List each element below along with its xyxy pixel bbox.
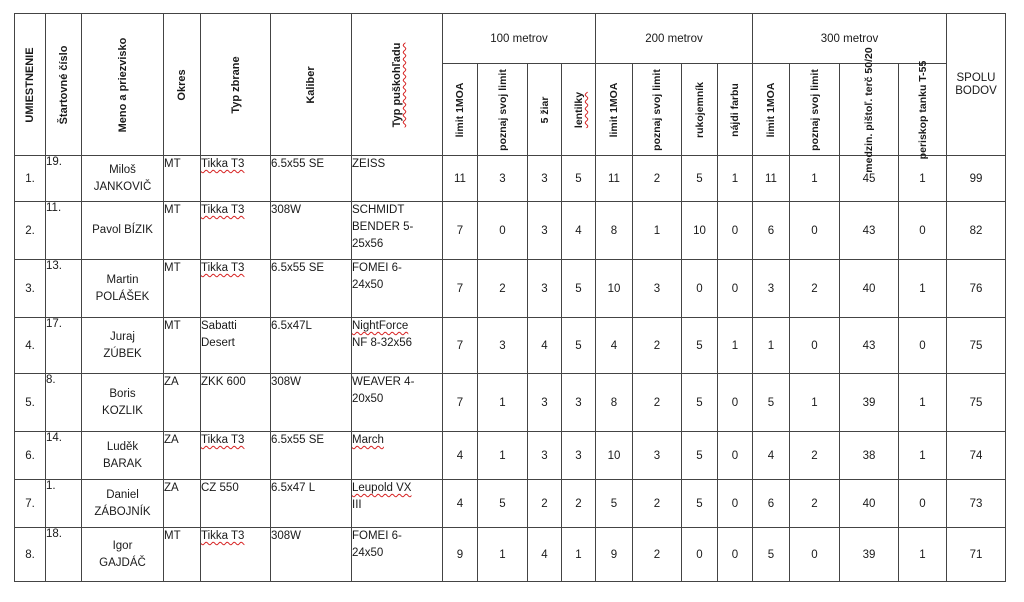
score-cell: 2 <box>633 156 682 202</box>
header-300m-pistol-target: medzin. pištoľ. terč 50/20 <box>840 64 899 156</box>
score-cell: 0 <box>899 202 947 260</box>
score-cell: 0 <box>682 528 718 582</box>
score-cell: 4 <box>753 432 790 480</box>
caliber-cell: 6.5x47 L <box>271 480 352 528</box>
score-cell: 1 <box>478 528 528 582</box>
score-cell: 4 <box>443 480 478 528</box>
weapon-cell: Tikka T3 <box>201 156 271 202</box>
score-cell: 5 <box>478 480 528 528</box>
district-cell: MT <box>164 318 201 374</box>
start-number-cell: 19. <box>46 156 82 202</box>
table-row <box>15 260 1006 318</box>
score-cell: 1 <box>899 374 947 432</box>
caliber-cell: 308W <box>271 374 352 432</box>
score-cell: 11 <box>443 156 478 202</box>
score-cell: 0 <box>718 260 753 318</box>
score-cell: 9 <box>443 528 478 582</box>
score-cell: 1 <box>790 374 840 432</box>
score-cell: 0 <box>899 318 947 374</box>
competitor-name-cell: Daniel ZÁBOJNÍK <box>82 480 164 528</box>
caliber-cell: 308W <box>271 202 352 260</box>
score-cell: 7 <box>443 202 478 260</box>
score-cell: 3 <box>528 374 562 432</box>
score-cell: 2 <box>790 260 840 318</box>
score-cell: 4 <box>562 202 596 260</box>
score-cell: 5 <box>753 528 790 582</box>
score-cell: 39 <box>840 374 899 432</box>
score-cell: 3 <box>562 432 596 480</box>
scope-cell: FOMEI 6- 24x50 <box>352 528 443 582</box>
score-cell: 11 <box>753 156 790 202</box>
placement-cell: 8. <box>15 528 46 582</box>
caliber-cell: 6.5x55 SE <box>271 156 352 202</box>
start-number-cell: 18. <box>46 528 82 582</box>
placement-cell: 4. <box>15 318 46 374</box>
score-cell: 6 <box>753 202 790 260</box>
header-200m-poznaj-svoj-limit: poznaj svoj limit <box>633 64 682 156</box>
competitor-name-cell: Igor GAJDÁČ <box>82 528 164 582</box>
total-points-cell: 82 <box>947 202 1006 260</box>
scope-cell: WEAVER 4- 20x50 <box>352 374 443 432</box>
placement-cell: 6. <box>15 432 46 480</box>
score-cell: 4 <box>596 318 633 374</box>
score-cell: 2 <box>633 374 682 432</box>
score-cell: 43 <box>840 202 899 260</box>
score-cell: 2 <box>528 480 562 528</box>
score-cell: 5 <box>562 156 596 202</box>
score-cell: 4 <box>528 318 562 374</box>
table-row <box>15 318 1006 374</box>
weapon-cell: Tikka T3 <box>201 202 271 260</box>
score-cell: 2 <box>790 432 840 480</box>
competitor-name-cell: Miloš JANKOVIČ <box>82 156 164 202</box>
district-cell: ZA <box>164 432 201 480</box>
competitor-name-cell: Boris KOZLIK <box>82 374 164 432</box>
caliber-cell: 308W <box>271 528 352 582</box>
score-cell: 1 <box>633 202 682 260</box>
score-cell: 8 <box>596 374 633 432</box>
placement-cell: 3. <box>15 260 46 318</box>
total-points-cell: 99 <box>947 156 1006 202</box>
weapon-cell: Tikka T3 <box>201 528 271 582</box>
score-cell: 10 <box>682 202 718 260</box>
score-cell: 5 <box>562 318 596 374</box>
score-cell: 1 <box>899 156 947 202</box>
scope-cell: SCHMIDT BENDER 5- 25x56 <box>352 202 443 260</box>
competitor-name-cell: Luděk BARAK <box>82 432 164 480</box>
score-cell: 4 <box>528 528 562 582</box>
score-cell: 3 <box>562 374 596 432</box>
score-cell: 5 <box>682 156 718 202</box>
score-cell: 6 <box>753 480 790 528</box>
score-cell: 1 <box>899 528 947 582</box>
header-group-300m: 300 metrov <box>753 14 947 64</box>
score-cell: 1 <box>478 374 528 432</box>
score-cell: 10 <box>596 260 633 318</box>
score-cell: 39 <box>840 528 899 582</box>
header-scope: Typ puškohľadu <box>352 14 443 156</box>
score-cell: 38 <box>840 432 899 480</box>
placement-cell: 7. <box>15 480 46 528</box>
header-200m-limit-1moa: limit 1MOA <box>596 64 633 156</box>
table-row <box>15 156 1006 202</box>
total-points-cell: 73 <box>947 480 1006 528</box>
scope-cell: Leupold VX III <box>352 480 443 528</box>
placement-cell: 1. <box>15 156 46 202</box>
header-total: SPOLU BODOV <box>947 14 1006 156</box>
scope-cell: March <box>352 432 443 480</box>
score-cell: 0 <box>718 432 753 480</box>
score-cell: 9 <box>596 528 633 582</box>
score-cell: 1 <box>899 260 947 318</box>
score-cell: 3 <box>478 156 528 202</box>
score-cell: 5 <box>753 374 790 432</box>
score-cell: 5 <box>682 318 718 374</box>
district-cell: MT <box>164 156 201 202</box>
district-cell: ZA <box>164 374 201 432</box>
weapon-cell: ZKK 600 <box>201 374 271 432</box>
header-start-number: Štartovné číslo <box>46 14 82 156</box>
score-cell: 5 <box>596 480 633 528</box>
score-cell: 3 <box>633 432 682 480</box>
score-cell: 0 <box>790 318 840 374</box>
header-200m-rukojemnik: rukojemník <box>682 64 718 156</box>
score-cell: 1 <box>718 318 753 374</box>
header-300m-poznaj-svoj-limit: poznaj svoj limit <box>790 64 840 156</box>
score-cell: 3 <box>528 202 562 260</box>
total-points-cell: 75 <box>947 374 1006 432</box>
score-cell: 4 <box>443 432 478 480</box>
score-cell: 2 <box>633 480 682 528</box>
score-cell: 11 <box>596 156 633 202</box>
score-cell: 0 <box>790 202 840 260</box>
weapon-cell: Sabatti Desert <box>201 318 271 374</box>
score-cell: 2 <box>633 528 682 582</box>
score-cell: 3 <box>478 318 528 374</box>
score-cell: 0 <box>718 480 753 528</box>
start-number-cell: 14. <box>46 432 82 480</box>
score-cell: 7 <box>443 374 478 432</box>
header-300m-periscope: periskop tanku T-55 <box>899 64 947 156</box>
placement-cell: 2. <box>15 202 46 260</box>
score-cell: 0 <box>718 528 753 582</box>
header-100m-limit-1moa: limit 1MOA <box>443 64 478 156</box>
score-cell: 1 <box>478 432 528 480</box>
score-cell: 0 <box>718 374 753 432</box>
table-row <box>15 480 1006 528</box>
score-cell: 5 <box>682 432 718 480</box>
header-weapon: Typ zbrane <box>201 14 271 156</box>
score-cell: 1 <box>790 156 840 202</box>
district-cell: ZA <box>164 480 201 528</box>
caliber-cell: 6.5x55 SE <box>271 432 352 480</box>
weapon-cell: Tikka T3 <box>201 260 271 318</box>
results-table <box>14 13 1006 582</box>
score-cell: 0 <box>790 528 840 582</box>
total-points-cell: 71 <box>947 528 1006 582</box>
placement-cell: 5. <box>15 374 46 432</box>
competitor-name-cell: Juraj ZÚBEK <box>82 318 164 374</box>
score-cell: 1 <box>718 156 753 202</box>
header-caliber: Kaliber <box>271 14 352 156</box>
score-cell: 7 <box>443 318 478 374</box>
score-cell: 1 <box>562 528 596 582</box>
start-number-cell: 13. <box>46 260 82 318</box>
score-cell: 2 <box>790 480 840 528</box>
header-200m-najdi-farbu: nájdi farbu <box>718 64 753 156</box>
start-number-cell: 8. <box>46 374 82 432</box>
district-cell: MT <box>164 260 201 318</box>
total-points-cell: 76 <box>947 260 1006 318</box>
header-100m-lentilky: lentilky <box>562 64 596 156</box>
table-row <box>15 528 1006 582</box>
weapon-cell: CZ 550 <box>201 480 271 528</box>
score-cell: 40 <box>840 260 899 318</box>
start-number-cell: 17. <box>46 318 82 374</box>
header-100m-poznaj-svoj-limit: poznaj svoj limit <box>478 64 528 156</box>
total-points-cell: 75 <box>947 318 1006 374</box>
header-name: Meno a priezvisko <box>82 14 164 156</box>
header-100m-5-ziar: 5 žiar <box>528 64 562 156</box>
score-cell: 5 <box>682 374 718 432</box>
score-cell: 8 <box>596 202 633 260</box>
score-cell: 2 <box>562 480 596 528</box>
header-district: Okres <box>164 14 201 156</box>
score-cell: 7 <box>443 260 478 318</box>
header-group-100m: 100 metrov <box>443 14 596 64</box>
scope-cell: NightForce NF 8-32x56 <box>352 318 443 374</box>
competitor-name-cell: Martin POLÁŠEK <box>82 260 164 318</box>
header-group-200m: 200 metrov <box>596 14 753 64</box>
district-cell: MT <box>164 202 201 260</box>
scope-cell: FOMEI 6- 24x50 <box>352 260 443 318</box>
competitor-name-cell: Pavol BÍZIK <box>82 202 164 260</box>
score-cell: 5 <box>682 480 718 528</box>
start-number-cell: 1. <box>46 480 82 528</box>
score-cell: 3 <box>753 260 790 318</box>
score-cell: 0 <box>899 480 947 528</box>
score-cell: 0 <box>718 202 753 260</box>
weapon-cell: Tikka T3 <box>201 432 271 480</box>
score-cell: 1 <box>899 432 947 480</box>
caliber-cell: 6.5x47L <box>271 318 352 374</box>
score-cell: 10 <box>596 432 633 480</box>
scope-cell: ZEISS <box>352 156 443 202</box>
district-cell: MT <box>164 528 201 582</box>
score-cell: 3 <box>528 260 562 318</box>
total-points-cell: 74 <box>947 432 1006 480</box>
header-300m-limit-1moa: limit 1MOA <box>753 64 790 156</box>
table-row <box>15 202 1006 260</box>
score-cell: 43 <box>840 318 899 374</box>
caliber-cell: 6.5x55 SE <box>271 260 352 318</box>
score-cell: 0 <box>478 202 528 260</box>
header-placement: UMIESTNENIE <box>15 14 46 156</box>
score-cell: 0 <box>682 260 718 318</box>
table-row <box>15 432 1006 480</box>
table-row <box>15 374 1006 432</box>
score-cell: 2 <box>633 318 682 374</box>
score-cell: 3 <box>633 260 682 318</box>
score-cell: 45 <box>840 156 899 202</box>
score-cell: 2 <box>478 260 528 318</box>
score-cell: 1 <box>753 318 790 374</box>
score-cell: 3 <box>528 156 562 202</box>
score-cell: 5 <box>562 260 596 318</box>
score-cell: 3 <box>528 432 562 480</box>
start-number-cell: 11. <box>46 202 82 260</box>
score-cell: 40 <box>840 480 899 528</box>
